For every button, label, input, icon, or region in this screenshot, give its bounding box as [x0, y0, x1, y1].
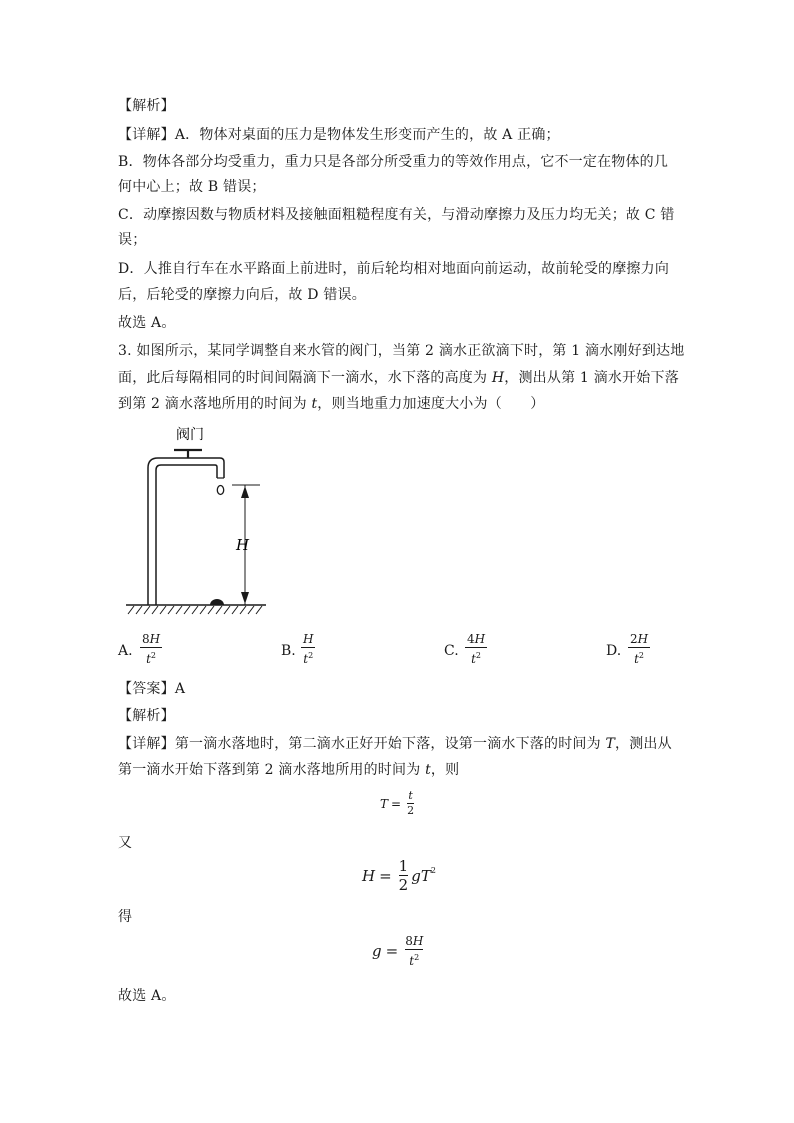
- height-arrow-down: [241, 592, 249, 604]
- option-b-den-exp: 2: [308, 651, 314, 660]
- answer-line: [118, 679, 185, 699]
- answer-line1-pre: 第一滴水落地时，第二滴水正好开始下落，设第一滴水下落的时间为: [174, 736, 606, 752]
- option-c-den-exp: 2: [475, 651, 482, 660]
- daan-tag: 【答案】: [118, 681, 175, 697]
- option-a-num-var: H: [149, 632, 161, 646]
- option-a-den-exp: 2: [150, 651, 157, 660]
- valve-label: 阀门: [176, 427, 204, 443]
- daan-value: A: [174, 681, 186, 697]
- eq1-fraction: [407, 790, 414, 817]
- faucet-figure: [120, 420, 280, 620]
- xiangjie-tag: 【详解】: [118, 127, 175, 143]
- option-d-fraction: [628, 632, 650, 666]
- equation-3: [372, 934, 426, 968]
- pipe-outer: [148, 458, 224, 605]
- detail-line-b2: 何中心上；故 B 错误；: [118, 179, 266, 195]
- answer-detail-line2: [118, 760, 459, 780]
- eq3-num-var: H: [412, 934, 424, 948]
- you-text: 又: [118, 835, 133, 851]
- option-a-den-var: t: [146, 652, 151, 666]
- question3-line2: [118, 368, 679, 388]
- q3-line3-pre: 到第 2 滴水落地所用的时间为: [118, 396, 312, 412]
- q3-var-t: t: [311, 396, 318, 412]
- option-a-num-coef: 8: [142, 632, 150, 646]
- detail-line-b1: B．物体各部分均受重力，重力只是各部分所受重力的等效作用点，它不一定在物体的几: [118, 154, 669, 170]
- option-d-num-var: H: [637, 632, 649, 646]
- detail-line-c1: C．动摩擦因数与物质材料及接触面粗糙程度有关，与滑动摩擦力及压力均无关；故 C 错: [118, 207, 675, 223]
- option-d-num-coef: 2: [630, 632, 638, 646]
- de-text: 得: [118, 909, 133, 925]
- answer-var-T: T: [605, 736, 616, 752]
- eq1-den: 2: [407, 804, 415, 817]
- q3-line3-post: ，则当地重力加速度大小为（ ）: [317, 396, 545, 412]
- answer-line1-post: ，测出从: [615, 736, 672, 752]
- answer-line2-pre: 第一滴水开始下落到第 2 滴水落地所用的时间为: [118, 762, 426, 778]
- question3-line3: [118, 394, 545, 414]
- conclusion-2: 故选 A。: [118, 988, 176, 1004]
- eq2-lhs: H: [362, 866, 376, 885]
- option-c-num-coef: 4: [467, 632, 475, 646]
- eq2-T: T: [420, 866, 431, 885]
- answer-detail-line1: [118, 734, 672, 754]
- detail-line-c2: 误；: [118, 232, 147, 248]
- option-d-den-var: t: [634, 652, 639, 666]
- answer-var-t: t: [425, 762, 431, 778]
- eq3-fraction: [405, 934, 423, 968]
- detail-line-d1: D．人推自行车在水平路面上前进时，前后轮均相对地面向前运动，故前轮受的摩擦力向: [118, 261, 670, 277]
- option-c-den-var: t: [471, 652, 476, 666]
- conclusion-1: 故选 A。: [118, 315, 176, 331]
- eq1-equals: =: [391, 796, 402, 811]
- eq3-equals: =: [385, 942, 399, 960]
- question3-line1: 3. 如图所示，某同学调整自来水管的阀门，当第 2 滴水正欲滴下时，第 1 滴水刚好到达地: [118, 343, 685, 359]
- eq2-fraction: [399, 858, 409, 893]
- eq1-lhs: T: [380, 796, 389, 811]
- line-a-text: A．物体对桌面的压力是物体发生形变而产生的，故 A 正确；: [174, 127, 560, 143]
- option-d-den-exp: 2: [638, 651, 645, 660]
- answer-xiangjie-tag: 【详解】: [118, 736, 175, 752]
- option-b-den-var: t: [303, 652, 309, 666]
- pipe-inner: [156, 465, 217, 605]
- eq3-den-var: t: [409, 954, 415, 968]
- q3-line2-post: ，测出从第 1 滴水开始下落: [504, 370, 679, 386]
- eq3-lhs: g: [372, 942, 382, 960]
- option-d-label: D.: [606, 643, 622, 659]
- detail-line-d2: 后，后轮受的摩擦力向后，故 D 错误。: [118, 287, 366, 303]
- water-drop-top: [217, 486, 223, 495]
- jiexi-heading: [118, 96, 175, 116]
- q3-line2-pre: 面，此后每隔相同的时间间隔滴下一滴水，水下落的高度为: [118, 370, 492, 386]
- option-c-num-var: H: [474, 632, 486, 646]
- height-label: H: [236, 536, 250, 554]
- equation-2: [362, 858, 436, 893]
- eq3-num-coef: 8: [405, 934, 413, 948]
- eq3-den-exp: 2: [414, 953, 420, 962]
- option-c-label: C.: [444, 643, 459, 659]
- jiexi-tag: 【解析】: [118, 98, 175, 114]
- eq2-equals: =: [379, 866, 392, 885]
- eq2-num: 1: [398, 857, 409, 875]
- eq1-num: t: [408, 789, 413, 802]
- option-b-fraction: [301, 632, 315, 666]
- answer-jiexi-heading: 【解析】: [118, 708, 175, 724]
- q3-var-H: H: [491, 370, 505, 386]
- option-a-fraction: [140, 632, 162, 666]
- height-arrow-up: [241, 486, 249, 498]
- equation-1: [380, 790, 417, 817]
- detail-line-a: [118, 125, 560, 145]
- option-c-fraction: [465, 632, 487, 666]
- option-b-num-var: H: [303, 632, 314, 646]
- eq2-exp: 2: [430, 866, 436, 875]
- option-a-label: A.: [118, 643, 133, 659]
- option-b-label: B.: [281, 643, 296, 659]
- eq2-g: g: [411, 866, 421, 885]
- water-drop-ground: [210, 599, 224, 605]
- ground-hatching: [128, 606, 262, 614]
- answer-line2-post: ，则: [430, 762, 460, 778]
- eq2-den: 2: [398, 876, 409, 894]
